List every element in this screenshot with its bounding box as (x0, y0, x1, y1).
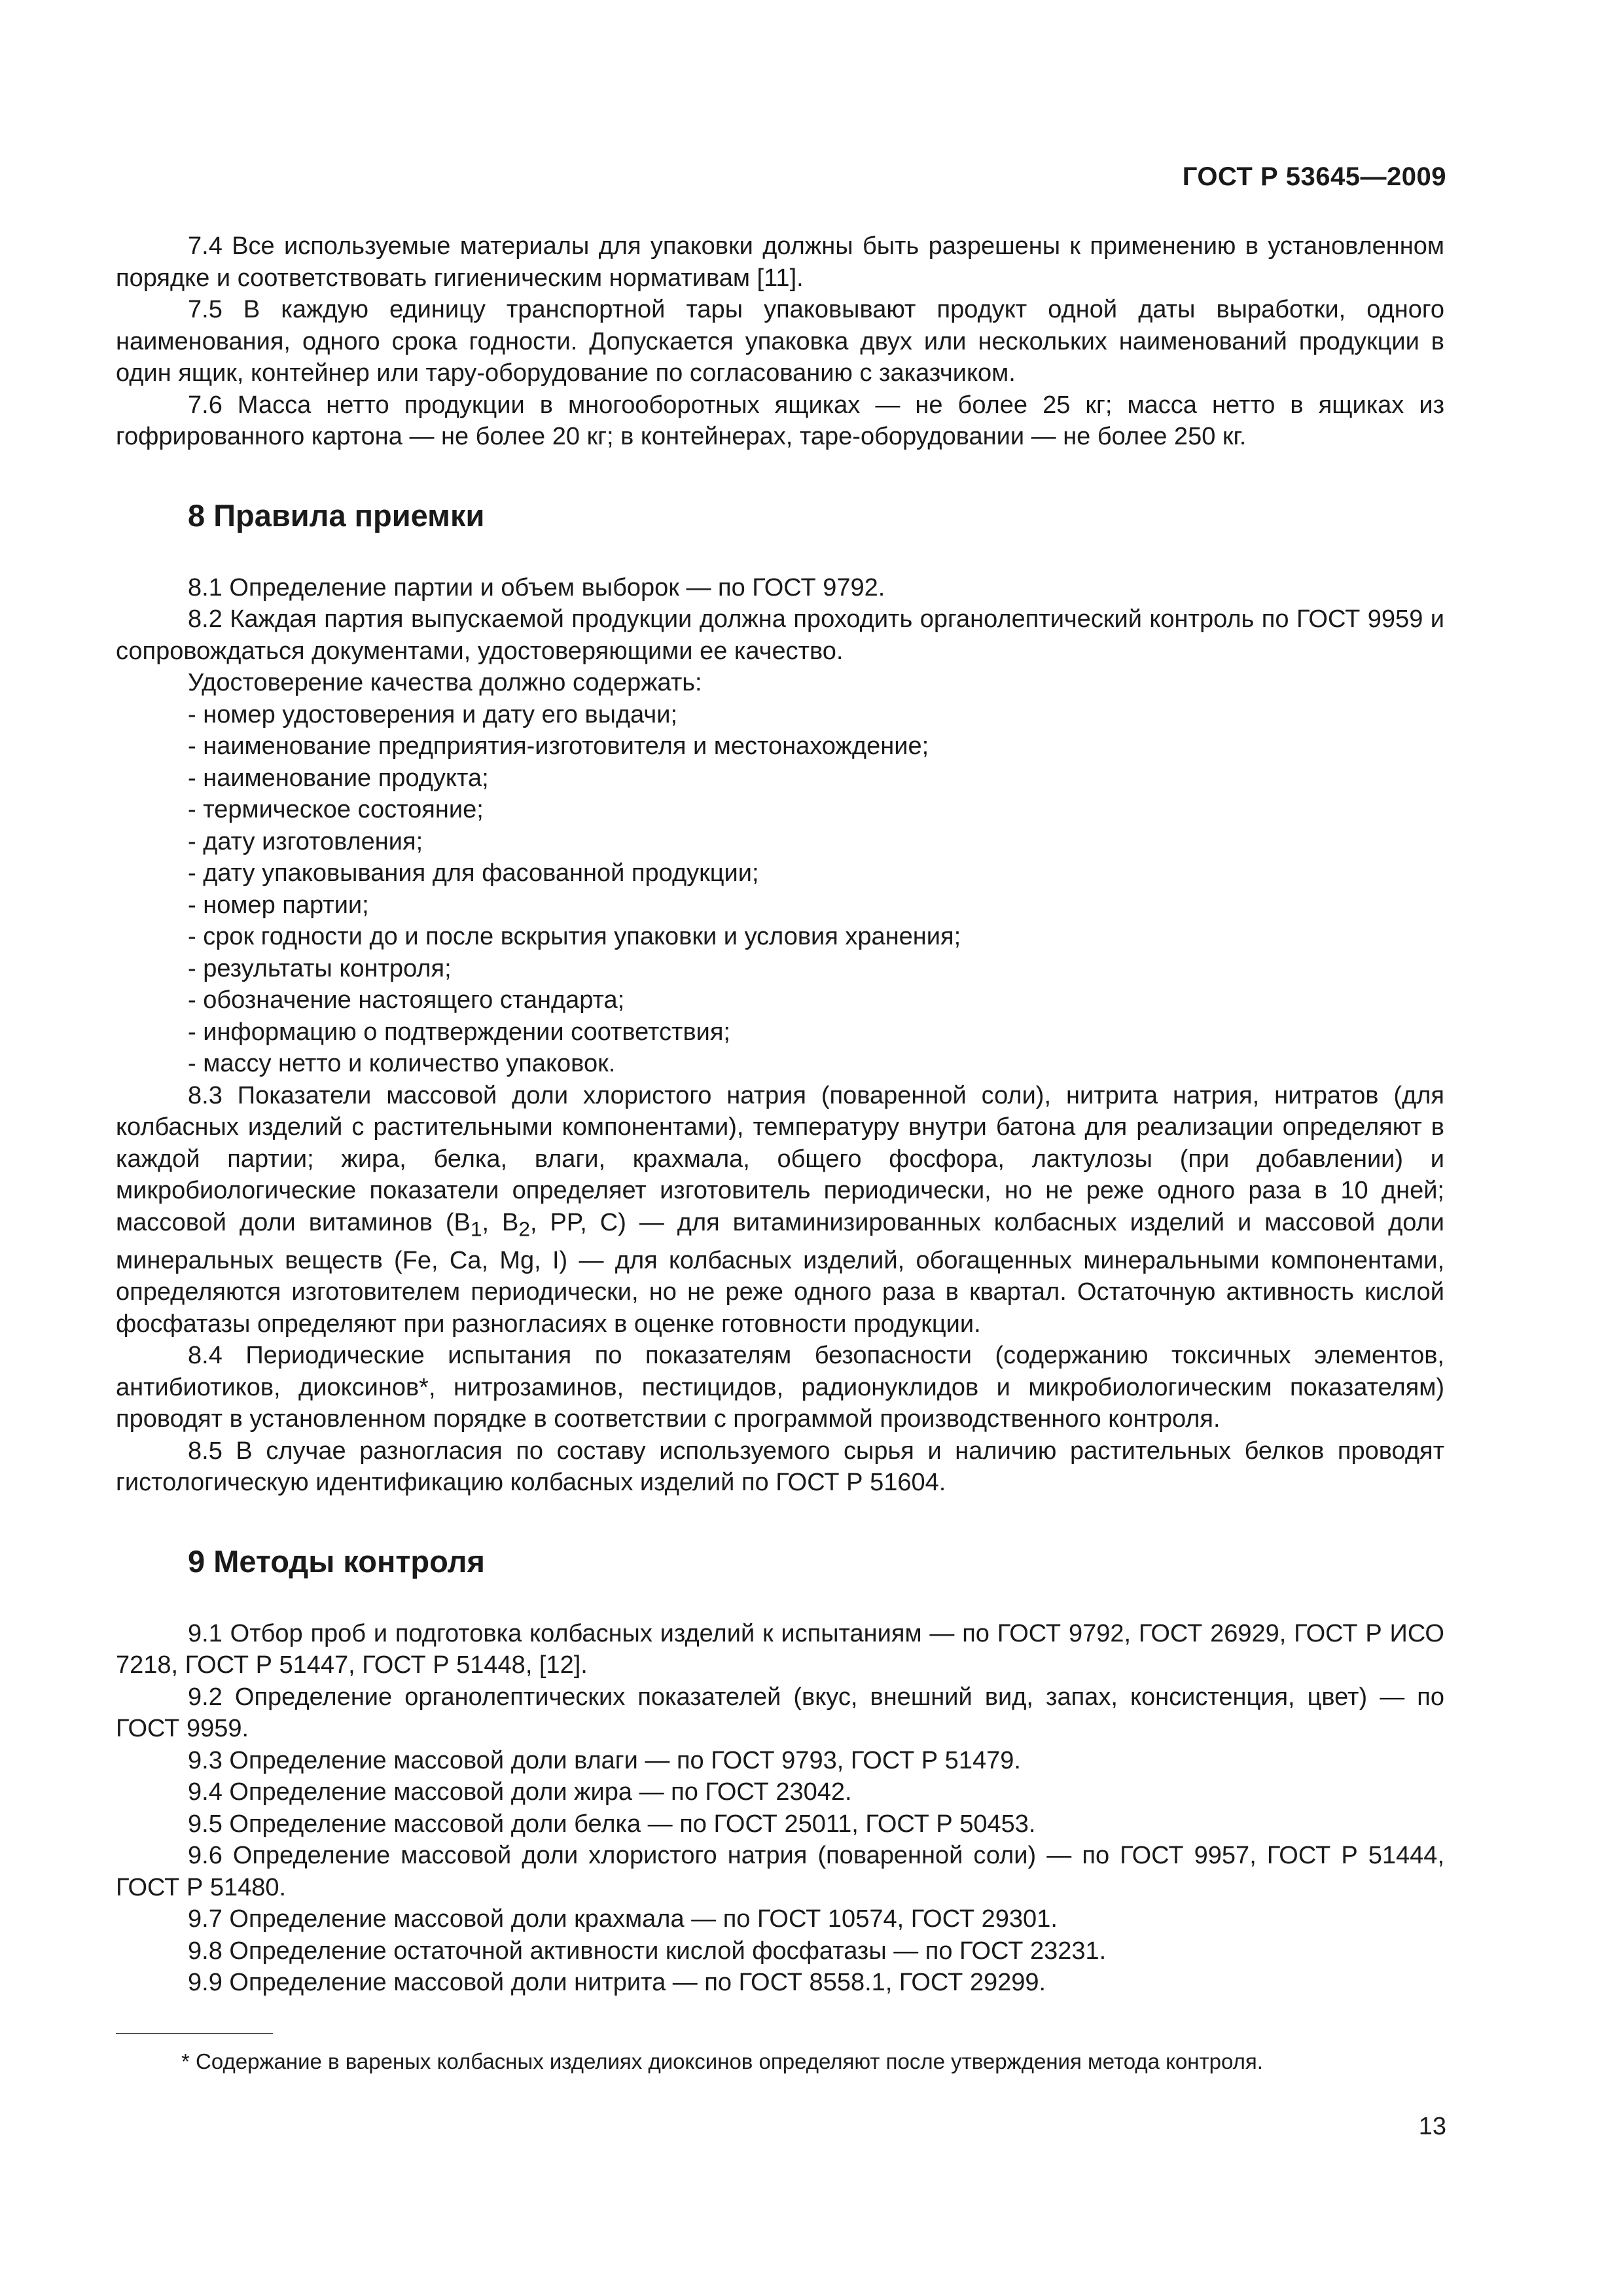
paragraph-9-8: 9.8 Определение остаточной активности кислой фосфатазы — по ГОСТ 23231. (188, 1937, 1107, 1965)
vitamin-b1-subscript: 1 (470, 1217, 482, 1241)
certificate-list-item: - наименование продукта; (188, 764, 489, 792)
page-body (116, 230, 1444, 1999)
certificate-list-item: - номер удостоверения и дату его выдачи; (188, 700, 677, 728)
section-9-heading: 9 Методы контроля (188, 1543, 485, 1579)
paragraph-8-5: 8.5 В случае разногласия по составу используемого сырья и наличию растительных белков проводят гистологическую идентификацию колбасных изделий по ГОСТ Р 51604. (116, 1437, 1444, 1497)
paragraph-8-1: 8.1 Определение партии и объем выборок — по ГОСТ 9792. (188, 573, 885, 601)
paragraph-8-3 (116, 1080, 1444, 1340)
certificate-list-item: - обозначение настоящего стандарта; (188, 986, 625, 1014)
paragraph-8-3-part-c: , PP, C) — для витаминизированных колбасных изделий и массовой доли минеральных веществ (Fe, Ca, Mg, I) — для колбасных изделий, обогащенных минеральными компонентами, определяются изготовителем периодически, но не реже одного раза в квартал. Остаточную активность кислой фосфатазы определяют при разногласиях в оценке готовности продукции. (116, 1208, 1444, 1338)
paragraph-9-7: 9.7 Определение массовой доли крахмала — по ГОСТ 10574, ГОСТ 29301. (188, 1905, 1058, 1933)
paragraph-7-6: 7.6 Масса нетто продукции в многооборотных ящиках — не более 25 кг; масса нетто в ящиках из гофрированного картона — не более 20 кг; в контейнерах, таре-оборудовании — не более 250 кг. (116, 391, 1444, 450)
section-8-heading: 8 Правила приемки (188, 497, 485, 533)
certificate-list-item: - массу нетто и количество упаковок. (188, 1050, 616, 1077)
certificate-list-item: - результаты контроля; (188, 954, 452, 982)
certificate-list-item: - информацию о подтверждении соответствия; (188, 1018, 730, 1046)
certificate-list-item: - наименование предприятия-изготовителя и местонахождение; (188, 732, 929, 760)
paragraph-9-5: 9.5 Определение массовой доли белка — по ГОСТ 25011, ГОСТ Р 50453. (188, 1810, 1036, 1838)
page-number: 13 (1418, 2113, 1446, 2140)
paragraph-8-2: 8.2 Каждая партия выпускаемой продукции должна проходить органолептический контроль по ГОСТ 9959 и сопровождаться документами, удостоверяющими ее качество. (116, 605, 1444, 665)
paragraph-9-3: 9.3 Определение массовой доли влаги — по ГОСТ 9793, ГОСТ Р 51479. (188, 1746, 1021, 1774)
paragraph-9-9: 9.9 Определение массовой доли нитрита — по ГОСТ 8558.1, ГОСТ 29299. (188, 1969, 1046, 1997)
certificate-list-item: - срок годности до и после вскрытия упаковки и условия хранения; (188, 923, 961, 950)
paragraph-8-3-part-b: , B (482, 1208, 519, 1236)
paragraph-8-3-part-a: 8.3 Показатели массовой доли хлористого натрия (поваренной соли), нитрита натрия, нитратов (для колбасных изделий с растительными компонентами), температуру внутри батона для реализации определяют в каждой партии; жира, белка, влаги, крахмала, общего фосфора, лактулозы (при добавлении) и микробиологические показатели определяет изготовитель периодически, но не реже одного раза в 10 дней; массовой доли витаминов (B (116, 1081, 1444, 1236)
certificate-list-item: - термическое состояние; (188, 796, 484, 823)
paragraph-7-4: 7.4 Все используемые материалы для упаковки должны быть разрешены к применению в установленном порядке и соответствовать гигиеническим нормативам [11]. (116, 232, 1444, 292)
paragraph-9-1: 9.1 Отбор проб и подготовка колбасных изделий к испытаниям — по ГОСТ 9792, ГОСТ 26929, ГОСТ Р ИСО 7218, ГОСТ Р 51447, ГОСТ Р 51448, [12]. (116, 1619, 1444, 1679)
certificate-list-item: - номер партии; (188, 891, 369, 919)
paragraph-7-5: 7.5 В каждую единицу транспортной тары упаковывают продукт одной даты выработки, одного наименования, одного срока годности. Допускается упаковка двух или нескольких наименований продукции в один ящик, контейнер или тару-оборудование по согласованию с заказчиком. (116, 296, 1444, 387)
vitamin-b2-subscript: 2 (518, 1217, 530, 1241)
footnote-separator (116, 2033, 273, 2034)
paragraph-8-4: 8.4 Периодические испытания по показателям безопасности (содержанию токсичных элементов, антибиотиков, диоксинов*, нитрозаминов, пестицидов, радионуклидов и микробиологическим показателям) проводят в установленном порядке в соответствии с программой производственного контроля. (116, 1342, 1444, 1433)
certificate-list-item: - дату изготовления; (188, 827, 423, 855)
document-id-header: ГОСТ Р 53645—2009 (1182, 162, 1446, 191)
paragraph-9-4: 9.4 Определение массовой доли жира — по ГОСТ 23042. (188, 1778, 852, 1806)
paragraph-9-2: 9.2 Определение органолептических показателей (вкус, внешний вид, запах, консистенция, цвет) — по ГОСТ 9959. (116, 1683, 1444, 1743)
certificate-intro: Удостоверение качества должно содержать: (188, 669, 702, 696)
footnote: * Содержание в вареных колбасных изделиях диоксинов определяют после утверждения метода контроля. (181, 2049, 1263, 2073)
certificate-list-item: - дату упаковывания для фасованной продукции; (188, 859, 759, 887)
paragraph-9-6: 9.6 Определение массовой доли хлористого натрия (поваренной соли) — по ГОСТ 9957, ГОСТ Р 51444, ГОСТ Р 51480. (116, 1842, 1444, 1901)
